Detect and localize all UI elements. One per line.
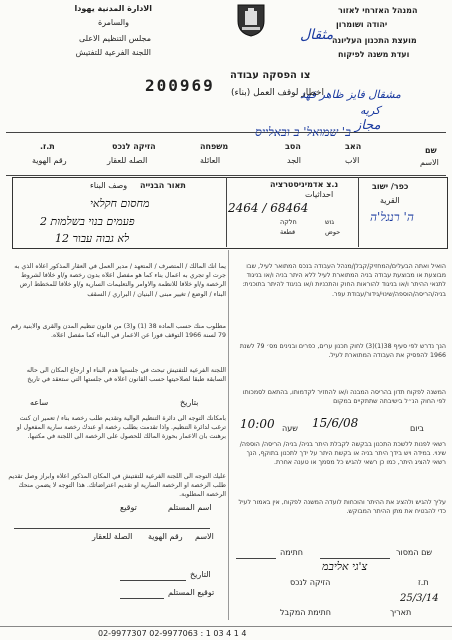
body-he-p5: עליך להגיש ולהציג את ההיתר והוכחות לועדה המשנה לפקוח, אין באמור לעיל כדי להבטיח את מתן ההיתר המבוקש. [238, 499, 446, 516]
issuer-name-label: שם המסור [396, 548, 433, 557]
property-header-block-ar: حوض [325, 228, 341, 236]
body-ar-p3: اللجنة الفرعية للتفتيش تبحث في جلستها هدم البناء او ارجاع المكان الى حاله السابقة طبقا لصلاحيتها حسب القانون اعلاه في جلستها التي ستعقد في تاريخ [26, 367, 226, 384]
handwritten-name-1: مثقال [300, 27, 334, 43]
property-header-coords-he: נ.צ אדמיניסטרציה [270, 180, 339, 189]
owner-header-relation-ar: الصله للعقار [107, 156, 148, 165]
owner-header-grandfather-ar: الجد [287, 156, 302, 165]
body-he-p2: הנך נדרש לפי סעיף 38(1)(3) לחוק תכנון ערים, כפרים ובנינים מס׳ 79 לשנת 1966 להפסיק את העבודה המתוארת לעיל. [239, 343, 446, 360]
property-coords-value: 2464 / 68464 [228, 201, 309, 215]
body-he-p4: רשאי לפנות ללשכת התכנון בבקשה לקבלת היתר בניה/ בניה/ הריסה/ הוספה/ שינוי. במידה ויש בידך היתר בניה או בקשת היתר על ידך לתכנון בתוקף, הנך רשאי להציג היתר, כמו כן רשאי להגיש כל מסמך או טענה אחרת. [239, 441, 446, 467]
property-desc-line2: 2 פעמים בנוי בשלמות [40, 215, 135, 228]
body-ar-p2: مطلوب منك حسب الماده 38 (1) و(3) من قانون تنظيم المدن والقرى والابنية رقم 79 لسنة 1966 التوقف فورا عن الاعمار في البناء كما مفصل اعلاه. [10, 323, 226, 340]
property-header-coords-ar: احداثيات [305, 190, 334, 199]
header-left-line2: والسامرة [98, 18, 129, 27]
header-left-line3: مجلس التنظيم الاعلى [78, 34, 151, 43]
receiver-field-id-ar: رقم الهوية [148, 532, 183, 541]
property-header-desc-he: תאור הבנייה [140, 181, 186, 190]
property-desc-line1: מחסום חקלאי [90, 197, 150, 210]
property-header-village-he: כפר/ ישוב [372, 182, 409, 191]
receiver-field-relation-ar: الصلة للعقار [92, 532, 133, 541]
receiver-date-label-ar: التاريخ [190, 570, 211, 579]
receiver-signature-label-he: חתימת המקבל [280, 608, 332, 617]
issuer-name-line [320, 558, 390, 559]
owner-header-id-ar: رقم الهوية [32, 156, 67, 165]
handwritten-name-2: مشقال فايز ظاهر فهد [300, 88, 401, 101]
receiver-signature-line-ar [120, 598, 164, 599]
issuer-sign-label: חתימה [280, 548, 303, 557]
owner-header-family-he: משפחה [200, 142, 229, 151]
property-divider-1 [358, 177, 359, 247]
column-divider [228, 250, 229, 620]
body-ar-p4: بامكانك التوجه الى دائرة التنظيم الوالية وتقديم طلب رخصة بناء / تعمير ان كنت ترغب لدائرة التنظيم. واذا تقدمت بطلب رخصة او عندك رخصة سارية المفعول او برهنت بان الاعمار بحوزة المالك للحصول على الرخصة الى اللجنة في مكتبها. [16, 415, 226, 441]
body-he-p3: המשנה לפקוח תדון בהריסה המבנה ו/או להחזיר לקדמותו, בהתאם לסמכותו לפי החוק הנ״ל בישיבתה שתתקיים במקום [242, 389, 446, 406]
document-number: 200969 [145, 76, 215, 95]
property-header-village-ar: القرية [380, 196, 400, 205]
property-desc-line3: 12 לא גבוה עבור [55, 232, 130, 245]
body-ar-date-label: بتاريخ [180, 398, 199, 407]
body-he-p1: הואיל ואתה הבעלים/המחזיק/קבלן/מנהל העבודה בנכס המתואר לעיל, שבו מבוצעת או מבוצעת עבודה בניה המתוארת לעיל ללא היתר בניה ו/או בניגוד לתנאי ההיתר ו/או בניגוד להוראות החוק והתכניות ו/או בניגוד להיתר בתוכנית: בניה/הריסה/הוספה/שינוי/גידור/עבודת עפר. [242, 263, 446, 298]
header-left-line4: اللجنة الفرعية للتفتيش [75, 48, 151, 57]
owner-header-id-he: ת.ז. [40, 142, 55, 151]
body-he-date-label: ביום [410, 424, 424, 433]
property-header-parcel-he: חלקה [280, 218, 297, 226]
issuer-sign-line [236, 558, 276, 559]
issuer-id-label: ת.ז [418, 578, 429, 587]
header-right-line3: מועצת התכנון העליונה [332, 36, 417, 45]
order-title-he: צו הפסקה עבודה [230, 70, 311, 81]
footer-phones: 02-9977307 02-9977063 : 1 03 4 1 4 [98, 629, 247, 638]
owner-header-father-he: האב [345, 142, 362, 151]
body-ar-p5: عليك التوجه الى اللجنة الفرعية للتفتيش في المكان المذكور اعلاه وابراز وصل تقديم طلب الرخصة او الرخصة السارية او تقديم اعتراضاتك. هذا التوجه لا يضمن منحك الرخصة المطلوبة. [8, 473, 226, 499]
header-right-line4: ועדת משנה לפיקוח [338, 50, 410, 59]
header-right-line1: המנהל האזרחי לאזור [338, 6, 418, 15]
body-he-hour-label: שעה [282, 424, 298, 433]
handwritten-id: مجاز [355, 118, 381, 133]
property-village-value: ה' רנגל'ה [370, 210, 414, 224]
receiver-sign-label-ar: توقيع [120, 503, 137, 512]
issuer-name-value: צ'גי אליבמ [322, 560, 368, 573]
owner-header-name-he: שם [425, 146, 437, 155]
receiver-sign-line-ar [14, 528, 210, 529]
property-header-block-he: גוש [325, 218, 335, 226]
property-header-parcel-ar: قطعة [280, 228, 296, 236]
owner-header-relation-he: הזיקה לנכס [112, 142, 156, 151]
property-header-desc-ar: وصف البناء [90, 181, 128, 190]
order-title-ar: اخطار لوقف العمل (بناء) [231, 88, 324, 98]
owner-header-name-ar: الاسم [420, 158, 439, 167]
emblem-logo [236, 3, 266, 37]
hearing-hour-value: 10:00 [240, 417, 275, 431]
owner-table [6, 132, 446, 176]
body-ar-p1: يما انك المالك / المتصرف / المتعهد / مدير العمل في العقار المذكور اعلاه الذي به جرت او تجري به اعمال بناء كما هو مفصل اعلاه بدون رخصة و/او خلافا لشروط الرخصة و/او خلافا للانظمة والاوامر والتعليمات السارية و/او خلافا للمخطط ارض البناء / الوضع / تغيير مبنى / البنيان / البراري / السقف [14, 263, 226, 298]
owner-header-father-ar: الاب [345, 156, 360, 165]
hearing-date-value: 15/6/08 [312, 416, 359, 430]
issuer-relation-label: הזיקה לנכס [290, 578, 331, 587]
receiver-signature-label-ar: توقيع المستلم [168, 588, 215, 597]
receiver-field-name-ar: الاسم [195, 532, 214, 541]
issue-date-label: תאריך [390, 608, 412, 617]
owner-header-family-ar: العائلة [200, 156, 221, 165]
receiver-date-line-ar [120, 580, 186, 581]
property-divider-2 [226, 177, 227, 247]
header-left-line1: الادارة المدنية يهودا [74, 4, 152, 13]
handwritten-owner-name: ב' שמואל' ב ובאלייס [255, 125, 351, 139]
owner-header-grandfather-he: הסב [285, 142, 301, 151]
footer-rule [0, 626, 452, 627]
receiver-name-label-ar: اسم المستلم [168, 503, 212, 512]
handwritten-name-3: كريه [360, 104, 381, 117]
issue-date-value: 25/3/14 [400, 593, 439, 604]
body-ar-hour-label: ساعه [30, 398, 49, 407]
header-right-line2: יהודה ושומרון [336, 20, 388, 29]
